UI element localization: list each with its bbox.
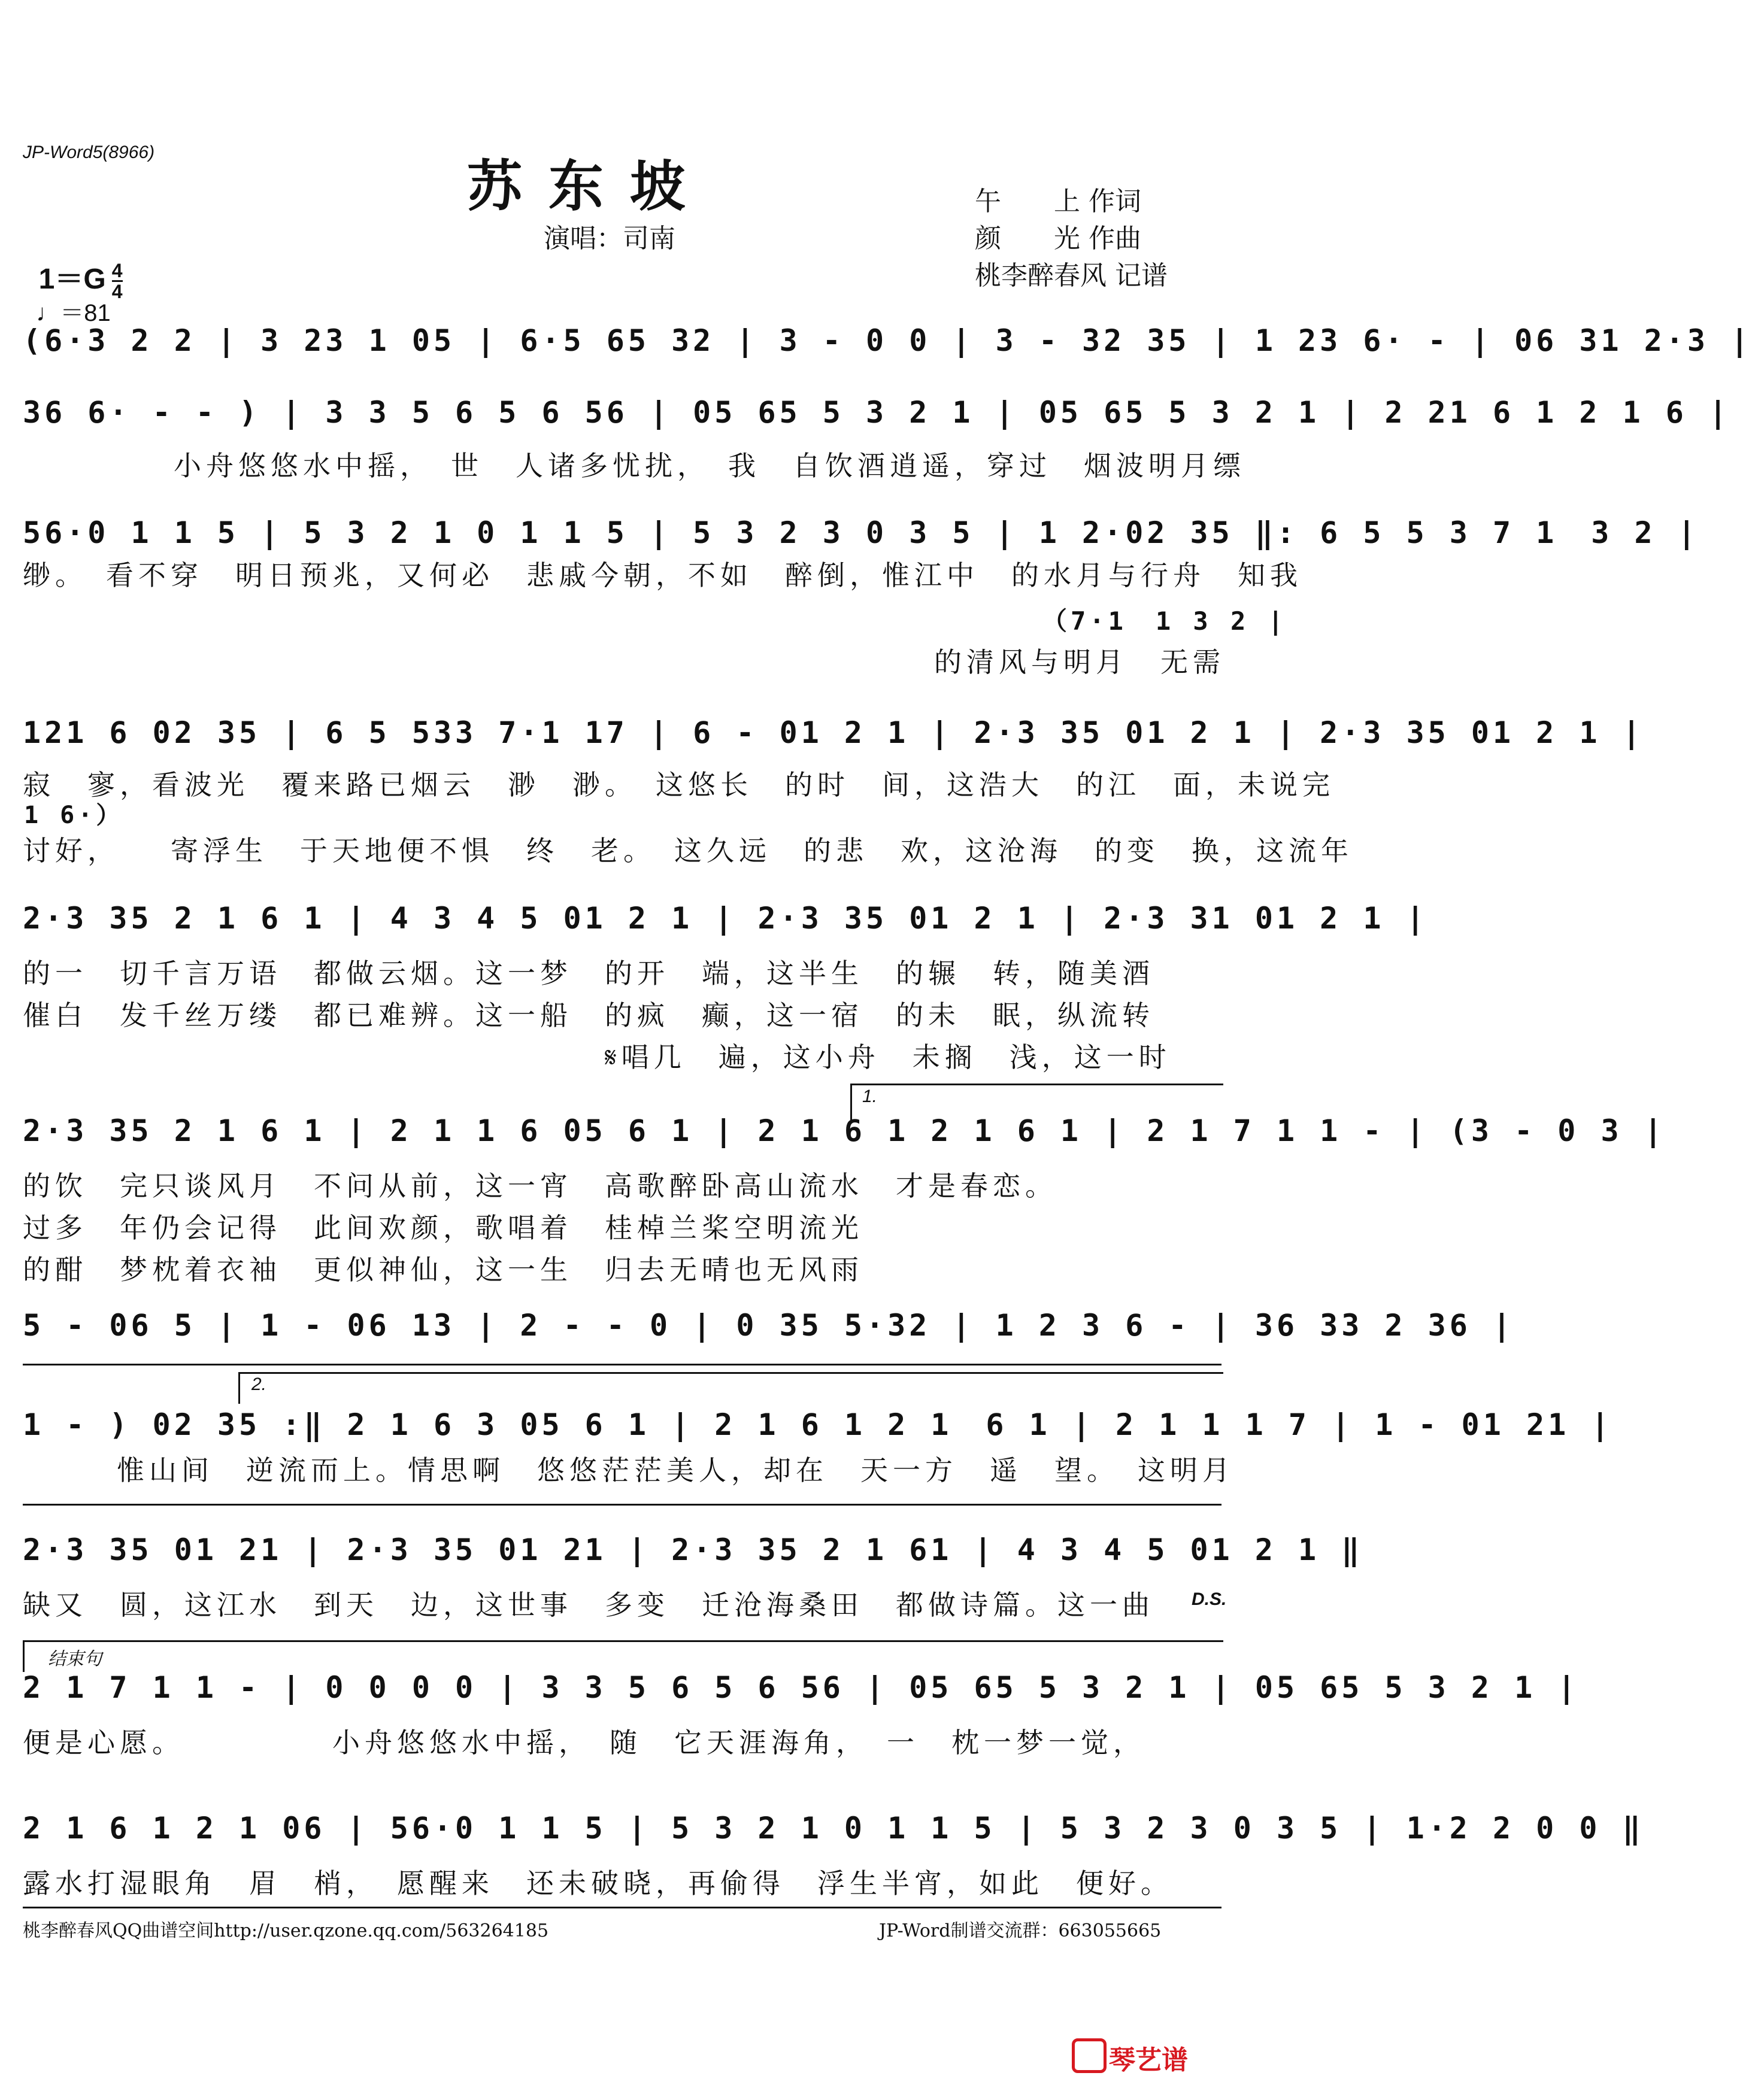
score-row-8-lyric: 惟山间 逆流而上。情思啊 悠悠茫茫美人，却在 天一方 遥 望。 这明月 bbox=[117, 1454, 1235, 1486]
volta-2-continuation-line bbox=[23, 1504, 1221, 1506]
score-row-6-notes: 2·3 35 2 1 6 1 | 2 1 1 6 05 6 1 | 2 1 6 1 2 1 6 1 | 2 1 7 1 1 - | (3 - 0 3 | bbox=[23, 1113, 1666, 1148]
score-row-4-notes: 121 6 02 35 | 6 5 533 7·1 17 | 6 - 01 2 1 | 2·3 35 01 2 1 | 2·3 35 01 2 1 | bbox=[23, 715, 1644, 750]
score-row-4-alt-notes: 1 6·） bbox=[24, 802, 124, 829]
ds-mark: D.S. bbox=[1192, 1589, 1227, 1609]
score-row-6-lyric-2: 过多 年仍会记得 此间欢颜，歌唱着 桂棹兰桨空明流光 bbox=[23, 1212, 863, 1244]
meter-top: 4 bbox=[111, 259, 123, 281]
score-row-5-lyric-1: 的一 切千言万语 都做云烟。这一梦 的开 端，这半生 的辗 转，随美酒 bbox=[23, 957, 1154, 990]
score-row-5-lyric-3: 𝄋唱几 遍，这小舟 未搁 浅，这一时 bbox=[605, 1041, 1171, 1073]
score-row-5-lyric-2: 催白 发千丝万缕 都已难辨。这一船 的疯 癫，这一宿 的未 眠，纵流转 bbox=[23, 999, 1154, 1031]
quarter-note-icon: ♩ bbox=[36, 300, 60, 326]
score-row-6-lyric-1: 的饮 完只谈风月 不问从前，这一宵 高歌醉卧高山流水 才是春恋。 bbox=[23, 1170, 1057, 1202]
footer-right-text: JP-Word制谱交流群：663055665 bbox=[879, 1920, 1162, 1941]
composer-credit: 颜 光 作曲 bbox=[975, 223, 1141, 254]
score-row-10-notes: 2 1 7 1 1 - | 0 0 0 0 | 3 3 5 6 5 6 56 | 05 65 5 3 2 1 | 05 65 5 3 2 1 | bbox=[23, 1670, 1580, 1705]
coda-bracket bbox=[23, 1640, 1223, 1672]
score-row-3-alt-notes: （7·1 1 3 2 | bbox=[1042, 606, 1287, 636]
tempo-value: ＝81 bbox=[60, 300, 111, 326]
score-row-3-lyric: 缈。 看不穿 明日预兆，又何必 悲戚今朝，不如 醉倒，惟江中 的水月与行舟 知我 bbox=[23, 559, 1302, 591]
volta-1-continuation-line bbox=[23, 1364, 1221, 1365]
software-label: JP-Word5(8966) bbox=[23, 142, 155, 162]
score-row-11-notes: 2 1 6 1 2 1 06 | 56·0 1 1 5 | 5 3 2 1 0 1 1 5 | 5 3 2 3 0 3 5 | 1·2 2 0 0 ‖ bbox=[23, 1811, 1644, 1846]
volta-1-label: 1. bbox=[862, 1087, 878, 1106]
song-title: 苏东坡 bbox=[467, 154, 712, 219]
score-row-10-lyric: 便是心愿。 小舟悠悠水中摇， 随 它天涯海角， 一 枕一梦一觉， bbox=[23, 1726, 1145, 1759]
footer-divider bbox=[23, 1907, 1221, 1908]
transcriber-credit: 桃李醉春风 记谱 bbox=[975, 260, 1168, 291]
score-row-1-notes: (6·3 2 2 | 3 23 1 05 | 6·5 65 32 | 3 - 0 0 | 3 - 32 35 | 1 23 6· - | 06 31 2·3 | bbox=[23, 323, 1752, 358]
tempo-mark bbox=[23, 267, 111, 328]
score-row-3-notes: 56·0 1 1 5 | 5 3 2 1 0 1 1 5 | 5 3 2 3 0 3 5 | 1 2·02 35 ‖: 6 5 5 3 7 1 3 2 | bbox=[23, 515, 1699, 550]
score-row-6-lyric-3: 的酣 梦枕着衣袖 更似神仙，这一生 归去无晴也无风雨 bbox=[23, 1254, 863, 1286]
coda-label: 结束句 bbox=[48, 1649, 102, 1669]
watermark-text: 琴艺谱 bbox=[1109, 2046, 1188, 2075]
meter-bottom: 4 bbox=[111, 280, 123, 302]
singer-credit: 演唱：司南 bbox=[544, 223, 675, 254]
score-row-2-notes: 36 6· - - ) | 3 3 5 6 5 6 56 | 05 65 5 3 2 1 | 05 65 5 3 2 1 | 2 21 6 1 2 1 6 | bbox=[23, 395, 1731, 430]
volta-2-bracket bbox=[238, 1372, 1223, 1404]
footer-left-text: 桃李醉春风QQ曲谱空间http://user.qzone.qq.com/563264185 bbox=[23, 1920, 549, 1941]
lyricist-credit: 午 上 作词 bbox=[975, 186, 1141, 217]
score-row-11-lyric: 露水打湿眼角 眉 梢， 愿醒来 还未破晓，再偷得 浮生半宵，如此 便好。 bbox=[23, 1867, 1173, 1899]
watermark-logo-icon bbox=[1072, 2038, 1107, 2073]
score-row-2-lyric: 小舟悠悠水中摇， 世 人诸多忧扰， 我 自饮酒逍遥，穿过 烟波明月缥 bbox=[174, 450, 1245, 482]
score-row-7-notes: 5 - 06 5 | 1 - 06 13 | 2 - - 0 | 0 35 5·32 | 1 2 3 6 - | 36 33 2 36 | bbox=[23, 1308, 1515, 1343]
score-row-4-lyric-2: 讨好， 寄浮生 于天地便不惧 终 老。 这久远 的悲 欢，这沧海 的变 换，这流年 bbox=[23, 834, 1353, 867]
key-label: 1＝G bbox=[38, 263, 106, 295]
time-signature bbox=[112, 261, 123, 301]
score-row-3-alt-lyric: 的清风与明月 无需 bbox=[934, 646, 1225, 678]
score-row-9-notes: 2·3 35 01 21 | 2·3 35 01 21 | 2·3 35 2 1 61 | 4 3 4 5 01 2 1 ‖ bbox=[23, 1532, 1363, 1567]
score-row-4-lyric-1: 寂 寥，看波光 覆来路已烟云 渺 渺。 这悠长 的时 间，这浩大 的江 面，未说完 bbox=[23, 769, 1335, 801]
score-row-8-notes: 1 - ) 02 35 :‖ 2 1 6 3 05 6 1 | 2 1 6 1 2 1 6 1 | 2 1 1 1 7 | 1 - 01 21 | bbox=[23, 1407, 1613, 1442]
score-row-9-lyric: 缺又 圆，这江水 到天 边，这世事 多变 迁沧海桑田 都做诗篇。这一曲 bbox=[23, 1589, 1154, 1621]
volta-2-label: 2. bbox=[251, 1374, 267, 1394]
score-row-5-notes: 2·3 35 2 1 6 1 | 4 3 4 5 01 2 1 | 2·3 35 01 2 1 | 2·3 31 01 2 1 | bbox=[23, 901, 1428, 936]
